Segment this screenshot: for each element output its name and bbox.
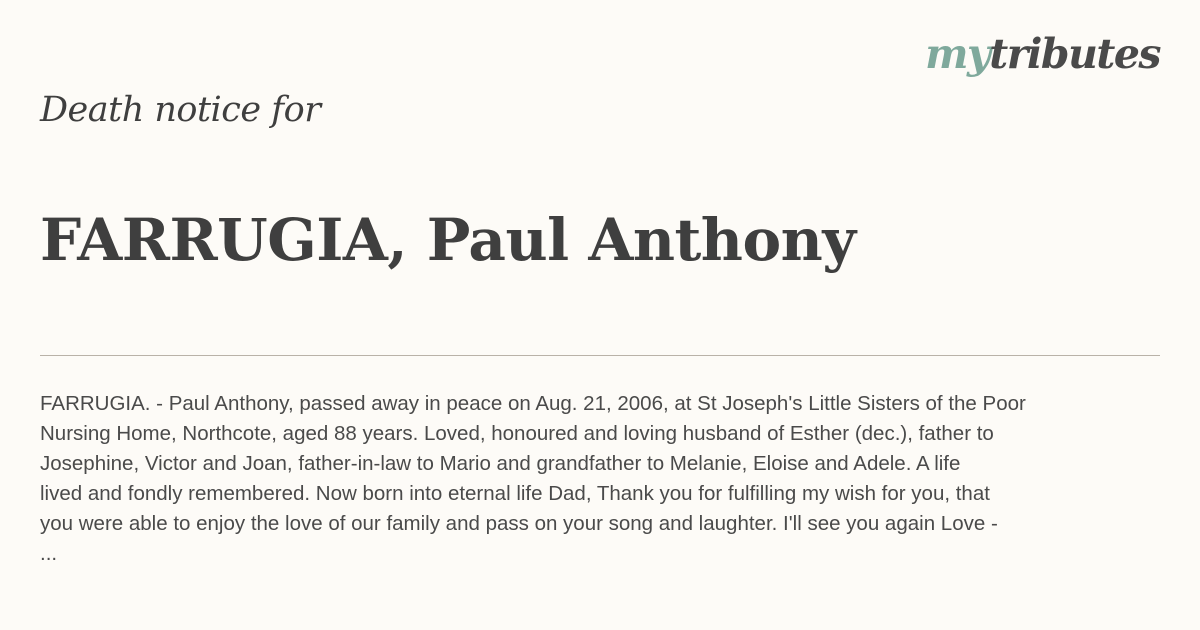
logo-my-text: my — [925, 30, 990, 78]
mytributes-logo[interactable] — [925, 30, 1160, 78]
notice-text: FARRUGIA. - Paul Anthony, passed away in peace on Aug. 21, 2006, at St Joseph's Little Sisters of the Poor Nursing Home, Northcote, aged 88 years. Loved, honoured and loving husband of Esther (dec.), father to Josephine, Victor and Joan, father-in-law to Mario and grandfather to Melanie, Eloise and Adele. A life lived and fondly remembered. Now born into eternal life Dad, Thank you for fulfilling my wish for you, that you were able to enjoy the love of our family and pass on your song and laughter. I'll see you again Love - ... — [40, 392, 1026, 565]
divider — [40, 355, 1160, 356]
logo-tributes-text: tributes — [989, 30, 1160, 78]
deceased-name: FARRUGIA, Paul Anthony — [40, 206, 856, 274]
death-notice-heading: Death notice for — [40, 90, 321, 130]
